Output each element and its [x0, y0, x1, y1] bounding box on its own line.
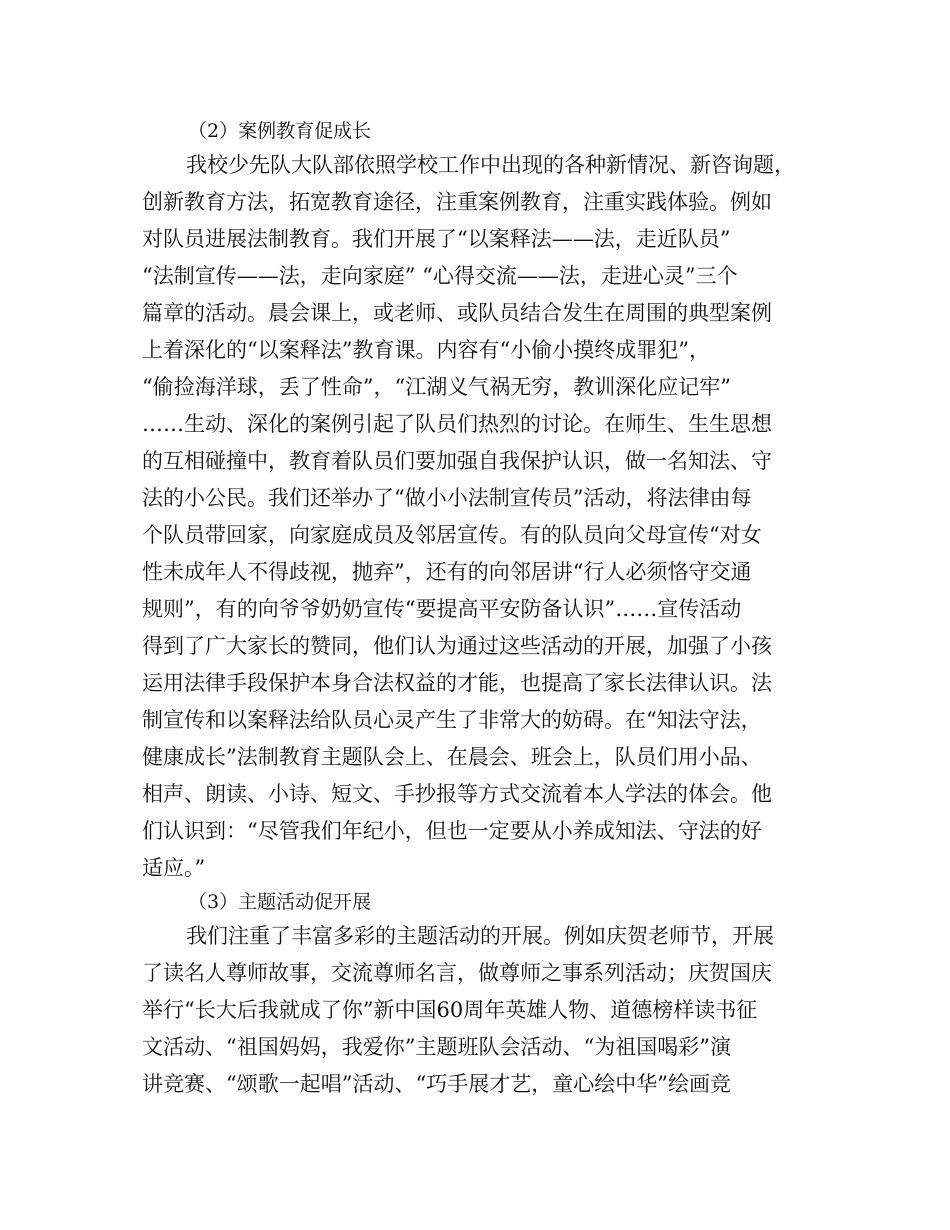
paragraph-line: 文活动、“祖国妈妈，我爱你”主题班队会活动、“为祖国喝彩”演 — [142, 1035, 731, 1059]
paragraph-line: “法制宣传——法，走向家庭” “心得交流——法，走进心灵”三个 — [142, 264, 738, 288]
paragraph-line: 法的小公民。我们还举办了“做小小法制宣传员”活动，将法律由每 — [142, 486, 752, 510]
paragraph-line: 个队员带回家，向家庭成员及邻居宣传。有的队员向父母宣传“对女 — [142, 523, 762, 547]
paragraph-line: 篇章的活动。晨会课上，或老师、或队员结合发生在周围的典型案例 — [142, 301, 772, 325]
paragraph-line: 性未成年人不得歧视，抛弃”，还有的向邻居讲“行人必须恪守交通 — [142, 560, 752, 584]
paragraph-line: 相声、朗读、小诗、短文、手抄报等方式交流着本人学法的体会。他 — [142, 782, 772, 806]
paragraph-line: 上着深化的“以案释法”教育课。内容有“小偷小摸终成罪犯”， — [142, 338, 710, 362]
paragraph-line: 适应。” — [142, 856, 206, 880]
paragraph-line: ……生动、深化的案例引起了队员们热烈的讨论。在师生、生生思想 — [142, 412, 772, 436]
paragraph-line: 得到了广大家长的赞同，他们认为通过这些活动的开展，加强了小孩 — [142, 634, 772, 658]
paragraph-line: 创新教育方法，拓宽教育途径，注重案例教育，注重实践体验。例如 — [142, 190, 772, 214]
paragraph-line: “偷捡海洋球，丢了性命”，“江湖义气祸无穷，教训深化应记牢” — [142, 375, 731, 399]
paragraph-line: 规则”，有的向爷爷奶奶宣传“要提高平安防备认识”……宣传活动 — [142, 597, 742, 621]
paragraph-line: 了读名人尊师故事，交流尊师名言，做尊师之事系列活动；庆贺国庆 — [142, 961, 772, 985]
paragraph-line: 我们注重了丰富多彩的主题活动的开展。例如庆贺老师节，开展 — [186, 924, 774, 948]
paragraph-line: 们认识到：“尽管我们年纪小，但也一定要从小养成知法、守法的好 — [142, 819, 762, 843]
paragraph-line: 我校少先队大队部依照学校工作中出现的各种新情况、新咨询题， — [186, 153, 795, 177]
paragraph-line: 制宣传和以案释法给队员心灵产生了非常大的妨碍。在“知法守法， — [142, 708, 762, 732]
paragraph-line: 讲竞赛、“颂歌一起唱”活动、“巧手展才艺，童心绘中华”绘画竞 — [142, 1072, 731, 1096]
paragraph-line: 举行“长大后我就成了你”新中国60周年英雄人物、道德榜样读书征 — [142, 998, 758, 1022]
paragraph-line: 健康成长”法制教育主题队会上、在晨会、班会上，队员们用小品、 — [142, 745, 762, 769]
section-heading-3: （3）主题活动促开展 — [188, 891, 372, 913]
paragraph-line: 对队员进展法制教育。我们开展了“以案释法——法，走近队员” — [142, 227, 731, 251]
paragraph-line: 的互相碰撞中，教育着队员们要加强自我保护认识，做一名知法、守 — [142, 449, 772, 473]
section-heading-2: （2）案例教育促成长 — [188, 120, 372, 142]
paragraph-line: 运用法律手段保护本身合法权益的才能，也提高了家长法律认识。法 — [142, 671, 772, 695]
